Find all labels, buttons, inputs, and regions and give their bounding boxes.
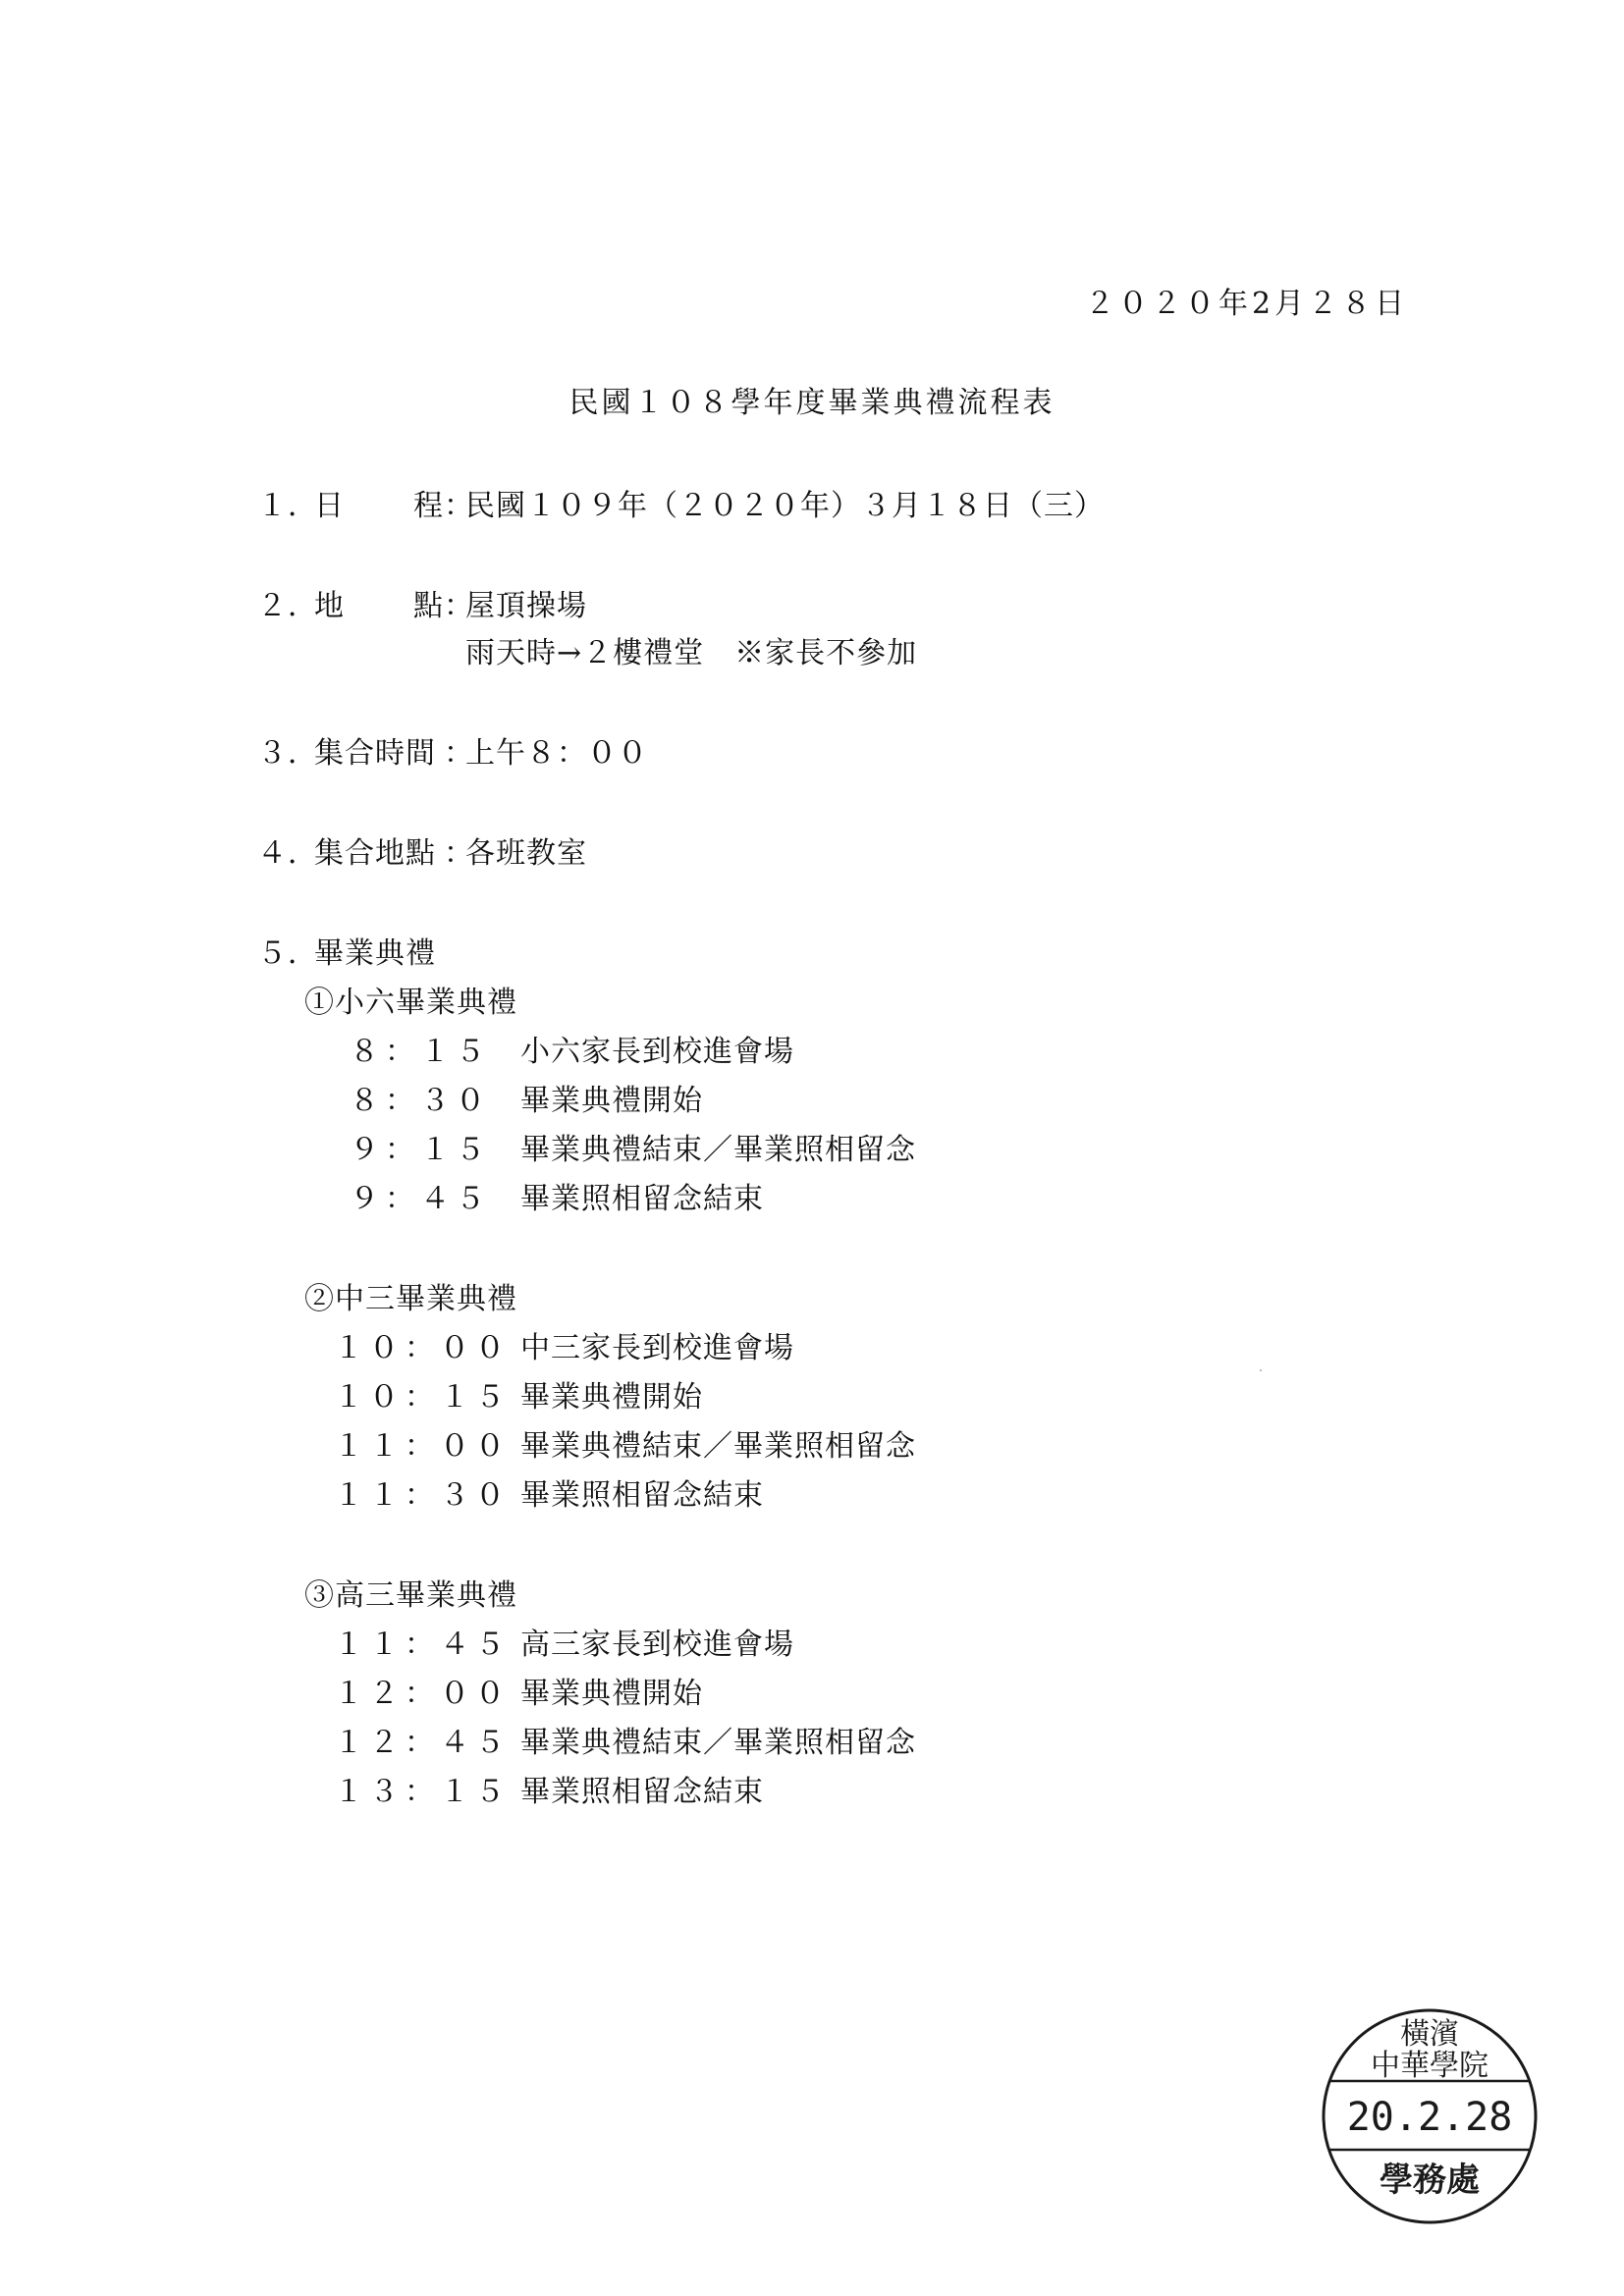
stamp-office-text: 學務處 — [1380, 2161, 1480, 2200]
schedule-time: １０：００ — [334, 1331, 511, 1365]
schedule-time: １１：００ — [334, 1429, 511, 1464]
schedule-row — [334, 1380, 703, 1415]
schedule-time: １１：３０ — [334, 1478, 511, 1513]
item-label: 畢業典禮 — [314, 936, 436, 971]
office-date-stamp — [1316, 2002, 1543, 2230]
document-date: ２０２０年2月２８日 — [1085, 287, 1409, 321]
schedule-row — [334, 1478, 764, 1514]
item-number: ３． — [257, 736, 318, 771]
schedule-time: １３：１５ — [334, 1775, 511, 1809]
schedule-time: １０：１５ — [334, 1380, 511, 1415]
item-ceremony — [257, 936, 436, 972]
schedule-row — [334, 1035, 794, 1070]
schedule-event: 畢業典禮開始 — [520, 1677, 703, 1711]
stamp-school-text: 中華學院 — [1371, 2049, 1489, 2083]
item-label: 日 程 — [314, 489, 444, 523]
schedule-event: 畢業典禮開始 — [520, 1084, 703, 1118]
item-number: ５． — [257, 936, 318, 971]
stamp-top-text: 橫濱 — [1400, 2017, 1459, 2052]
item-number: ２． — [257, 589, 318, 623]
schedule-event: 畢業照相留念結束 — [520, 1182, 764, 1216]
item-label: 集合地點 — [314, 836, 436, 871]
stamp-graphic — [1316, 2002, 1543, 2230]
schedule-row — [334, 1775, 764, 1810]
item-colon: ： — [444, 736, 474, 771]
stamp-date-text: 20.2.28 — [1346, 2095, 1513, 2140]
schedule-row — [334, 1628, 794, 1663]
schedule-time: ８：３０ — [350, 1084, 491, 1118]
schedule-row — [334, 1182, 764, 1217]
document-title: 民國１０８學年度畢業典禮流程表 — [568, 386, 1056, 420]
ceremony-heading: ②中三畢業典禮 — [304, 1282, 517, 1316]
item-colon: ： — [444, 489, 474, 523]
item-value: 各班教室 — [465, 836, 587, 871]
schedule-event: 畢業照相留念結束 — [520, 1478, 764, 1513]
schedule-time: ９：４５ — [350, 1182, 491, 1216]
scan-speck — [1260, 1369, 1262, 1371]
item-label: 地 點 — [314, 589, 444, 623]
item-value: 民國１０９年（２０２０年）３月１８日（三） — [465, 489, 1105, 523]
schedule-row — [334, 1084, 703, 1119]
schedule-event: 高三家長到校進會場 — [520, 1628, 794, 1662]
item-assembly-place — [257, 836, 587, 872]
schedule-row — [334, 1726, 916, 1761]
item-number: ４． — [257, 836, 318, 871]
schedule-row — [334, 1133, 916, 1168]
item-assembly-time — [257, 736, 648, 772]
ceremony-heading: ③高三畢業典禮 — [304, 1578, 517, 1613]
schedule-event: 畢業典禮結束／畢業照相留念 — [520, 1429, 916, 1464]
schedule-time: １１：４５ — [334, 1628, 511, 1662]
schedule-row — [334, 1429, 916, 1465]
schedule-time: １２：４５ — [334, 1726, 511, 1760]
schedule-row — [334, 1331, 794, 1366]
ceremony-heading: ①小六畢業典禮 — [304, 986, 517, 1020]
item-value: 上午８：００ — [465, 736, 648, 771]
item-number: １． — [257, 489, 318, 523]
schedule-event: 畢業典禮結束／畢業照相留念 — [520, 1726, 916, 1760]
schedule-event: 畢業典禮開始 — [520, 1380, 703, 1415]
item-location-note: 雨天時→２樓禮堂 ※家長不參加 — [465, 636, 918, 670]
schedule-time: ８：１５ — [350, 1035, 491, 1069]
schedule-time: ９：１５ — [350, 1133, 491, 1167]
schedule-event: 中三家長到校進會場 — [520, 1331, 794, 1365]
schedule-event: 小六家長到校進會場 — [520, 1035, 794, 1069]
item-schedule — [257, 489, 1105, 524]
item-colon: ： — [444, 836, 474, 871]
schedule-time: １２：００ — [334, 1677, 511, 1711]
schedule-event: 畢業典禮結束／畢業照相留念 — [520, 1133, 916, 1167]
item-colon: ： — [444, 589, 474, 623]
item-value: 屋頂操場 — [465, 589, 587, 623]
schedule-event: 畢業照相留念結束 — [520, 1775, 764, 1809]
schedule-row — [334, 1677, 703, 1712]
item-label: 集合時間 — [314, 736, 436, 771]
item-location — [257, 589, 587, 624]
